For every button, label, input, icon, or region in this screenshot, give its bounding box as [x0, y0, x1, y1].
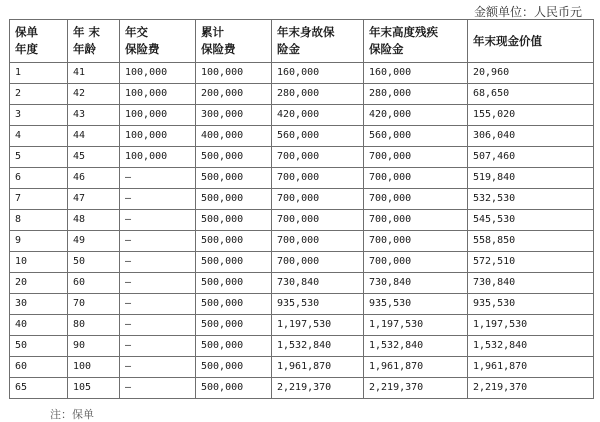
cell-annual-premium: –: [120, 252, 196, 273]
cell-cash-value: 545,530: [468, 210, 594, 231]
cell-cash-value: 532,530: [468, 189, 594, 210]
cell-cash-value: 730,840: [468, 273, 594, 294]
cell-cash-value: 558,850: [468, 231, 594, 252]
cell-age: 105: [68, 378, 120, 399]
cell-disability-benefit: 2,219,370: [364, 378, 468, 399]
header-cumulative-premium: 累计 保险费: [196, 20, 272, 63]
cell-disability-benefit: 420,000: [364, 105, 468, 126]
cell-policy-year: 10: [10, 252, 68, 273]
cell-cash-value: 519,840: [468, 168, 594, 189]
cell-policy-year: 65: [10, 378, 68, 399]
cell-annual-premium: –: [120, 378, 196, 399]
cell-cumulative-premium: 200,000: [196, 84, 272, 105]
cell-death-benefit: 560,000: [272, 126, 364, 147]
cell-cumulative-premium: 500,000: [196, 147, 272, 168]
cell-death-benefit: 700,000: [272, 210, 364, 231]
table-row: [10, 189, 594, 210]
cell-death-benefit: 730,840: [272, 273, 364, 294]
cell-cumulative-premium: 500,000: [196, 294, 272, 315]
cell-policy-year: 4: [10, 126, 68, 147]
cell-age: 46: [68, 168, 120, 189]
header-disability-benefit: 年末高度残疾 保险金: [364, 20, 468, 63]
cell-death-benefit: 1,961,870: [272, 357, 364, 378]
table-row: [10, 378, 594, 399]
cell-age: 60: [68, 273, 120, 294]
table-row: [10, 231, 594, 252]
cell-age: 100: [68, 357, 120, 378]
cell-annual-premium: –: [120, 210, 196, 231]
cell-death-benefit: 700,000: [272, 252, 364, 273]
cell-age: 44: [68, 126, 120, 147]
cell-policy-year: 8: [10, 210, 68, 231]
cell-cumulative-premium: 300,000: [196, 105, 272, 126]
cell-policy-year: 30: [10, 294, 68, 315]
cell-annual-premium: –: [120, 231, 196, 252]
cell-annual-premium: –: [120, 315, 196, 336]
cell-disability-benefit: 560,000: [364, 126, 468, 147]
cell-policy-year: 40: [10, 315, 68, 336]
cell-death-benefit: 700,000: [272, 189, 364, 210]
cell-annual-premium: 100,000: [120, 84, 196, 105]
cell-age: 45: [68, 147, 120, 168]
cell-annual-premium: 100,000: [120, 147, 196, 168]
cell-death-benefit: 160,000: [272, 63, 364, 84]
cell-age: 90: [68, 336, 120, 357]
cell-age: 42: [68, 84, 120, 105]
cell-policy-year: 1: [10, 63, 68, 84]
cell-annual-premium: 100,000: [120, 126, 196, 147]
cell-death-benefit: 2,219,370: [272, 378, 364, 399]
header-age: 年 末 年龄: [68, 20, 120, 63]
cell-cash-value: 68,650: [468, 84, 594, 105]
cell-disability-benefit: 700,000: [364, 189, 468, 210]
cell-cash-value: 2,219,370: [468, 378, 594, 399]
cell-death-benefit: 1,197,530: [272, 315, 364, 336]
table-row: [10, 210, 594, 231]
table-row: [10, 336, 594, 357]
cell-disability-benefit: 730,840: [364, 273, 468, 294]
table-row: [10, 168, 594, 189]
cell-age: 49: [68, 231, 120, 252]
header-death-benefit: 年末身故保 险金: [272, 20, 364, 63]
cell-age: 48: [68, 210, 120, 231]
header-annual-premium: 年交 保险费: [120, 20, 196, 63]
cell-cumulative-premium: 500,000: [196, 315, 272, 336]
cell-cash-value: 1,961,870: [468, 357, 594, 378]
cell-age: 80: [68, 315, 120, 336]
cell-disability-benefit: 700,000: [364, 231, 468, 252]
cell-policy-year: 9: [10, 231, 68, 252]
cell-policy-year: 2: [10, 84, 68, 105]
benefit-table: [9, 19, 594, 399]
cell-cash-value: 935,530: [468, 294, 594, 315]
cell-cumulative-premium: 500,000: [196, 336, 272, 357]
cell-annual-premium: –: [120, 189, 196, 210]
table-row: [10, 63, 594, 84]
cell-policy-year: 7: [10, 189, 68, 210]
cell-disability-benefit: 700,000: [364, 252, 468, 273]
cell-death-benefit: 700,000: [272, 231, 364, 252]
cell-annual-premium: –: [120, 168, 196, 189]
cell-disability-benefit: 1,532,840: [364, 336, 468, 357]
cell-policy-year: 50: [10, 336, 68, 357]
currency-unit-note: 金额单位：人民币元: [473, 5, 582, 19]
cell-policy-year: 60: [10, 357, 68, 378]
table-row: [10, 315, 594, 336]
cell-age: 41: [68, 63, 120, 84]
header-cash-value: 年末现金价值: [468, 20, 594, 63]
cell-cash-value: 306,040: [468, 126, 594, 147]
cell-disability-benefit: 160,000: [364, 63, 468, 84]
cell-annual-premium: 100,000: [120, 105, 196, 126]
cell-cumulative-premium: 500,000: [196, 273, 272, 294]
table-row: [10, 273, 594, 294]
table-header-row: [10, 20, 594, 63]
cell-disability-benefit: 700,000: [364, 147, 468, 168]
cell-cash-value: 1,532,840: [468, 336, 594, 357]
cell-cumulative-premium: 500,000: [196, 210, 272, 231]
table-row: [10, 105, 594, 126]
cell-cumulative-premium: 500,000: [196, 378, 272, 399]
footer-note: 注：保单: [50, 408, 94, 421]
cell-age: 50: [68, 252, 120, 273]
cell-cumulative-premium: 500,000: [196, 231, 272, 252]
cell-annual-premium: –: [120, 336, 196, 357]
cell-cash-value: 572,510: [468, 252, 594, 273]
cell-disability-benefit: 700,000: [364, 168, 468, 189]
table-row: [10, 147, 594, 168]
table-row: [10, 252, 594, 273]
cell-policy-year: 5: [10, 147, 68, 168]
cell-policy-year: 20: [10, 273, 68, 294]
cell-policy-year: 3: [10, 105, 68, 126]
cell-death-benefit: 935,530: [272, 294, 364, 315]
cell-disability-benefit: 700,000: [364, 210, 468, 231]
cell-annual-premium: –: [120, 357, 196, 378]
cell-annual-premium: 100,000: [120, 63, 196, 84]
cell-death-benefit: 1,532,840: [272, 336, 364, 357]
cell-cash-value: 1,197,530: [468, 315, 594, 336]
cell-cumulative-premium: 400,000: [196, 126, 272, 147]
header-policy-year: 保单 年度: [10, 20, 68, 63]
cell-cumulative-premium: 500,000: [196, 252, 272, 273]
cell-disability-benefit: 1,961,870: [364, 357, 468, 378]
cell-cumulative-premium: 500,000: [196, 189, 272, 210]
cell-death-benefit: 700,000: [272, 168, 364, 189]
cell-cumulative-premium: 100,000: [196, 63, 272, 84]
cell-cash-value: 20,960: [468, 63, 594, 84]
cell-age: 70: [68, 294, 120, 315]
cell-annual-premium: –: [120, 273, 196, 294]
cell-age: 43: [68, 105, 120, 126]
cell-annual-premium: –: [120, 294, 196, 315]
cell-disability-benefit: 935,530: [364, 294, 468, 315]
cell-age: 47: [68, 189, 120, 210]
cell-policy-year: 6: [10, 168, 68, 189]
table-row: [10, 357, 594, 378]
table-row: [10, 84, 594, 105]
cell-cumulative-premium: 500,000: [196, 357, 272, 378]
cell-death-benefit: 420,000: [272, 105, 364, 126]
cell-cash-value: 155,020: [468, 105, 594, 126]
cell-cumulative-premium: 500,000: [196, 168, 272, 189]
cell-disability-benefit: 1,197,530: [364, 315, 468, 336]
table-row: [10, 294, 594, 315]
cell-disability-benefit: 280,000: [364, 84, 468, 105]
table-row: [10, 126, 594, 147]
cell-cash-value: 507,460: [468, 147, 594, 168]
cell-death-benefit: 280,000: [272, 84, 364, 105]
cell-death-benefit: 700,000: [272, 147, 364, 168]
